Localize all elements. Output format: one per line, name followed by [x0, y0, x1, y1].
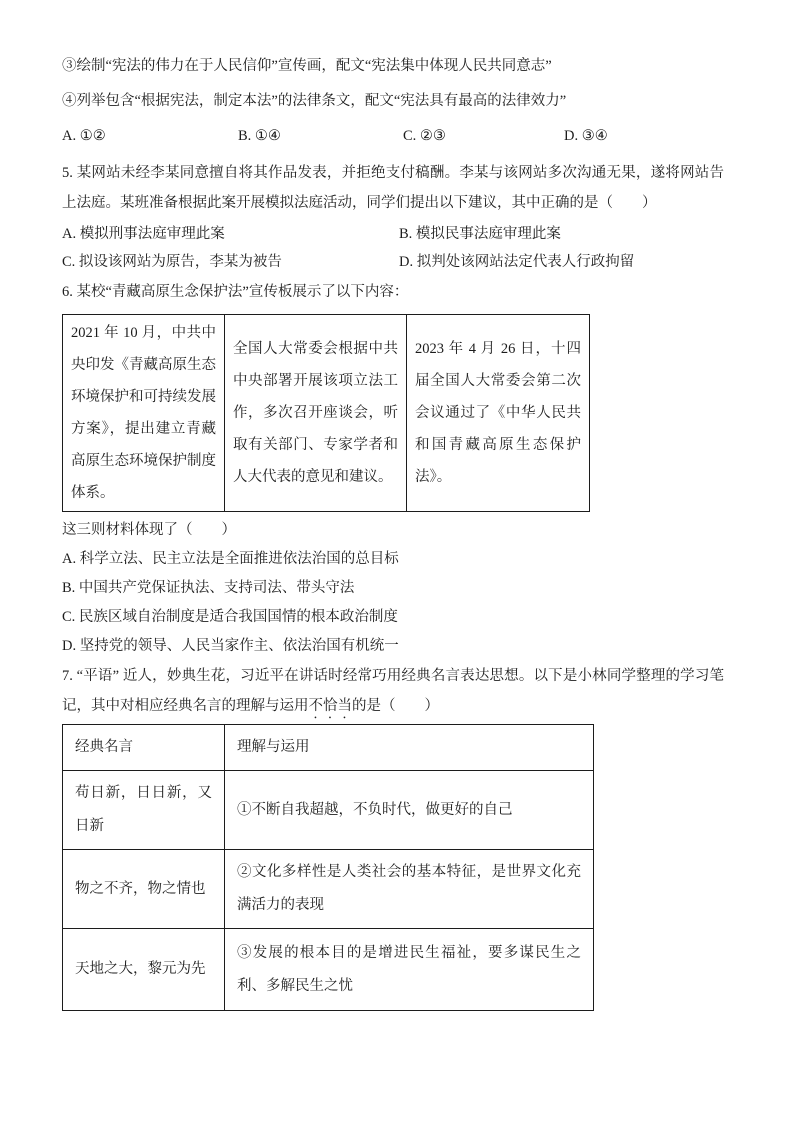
- q4-option-c: C. ②③: [403, 128, 446, 144]
- q7-stem-emphasis: 不恰当: [308, 698, 352, 714]
- q6-followup: 这三则材料体现了（ ）: [62, 522, 236, 538]
- q4-option-a: A. ①②: [62, 128, 106, 144]
- q7-row3-usage: ③发展的根本目的是增进民生福祉，要多谋民生之利、多解民生之忧: [225, 929, 594, 1011]
- q6-table-cell-3: 2023 年 4 月 26 日，十四届全国人大常委会第二次会议通过了《中华人民共和国青藏高原生态保护法》。: [407, 315, 590, 512]
- q5-options-row-2: [62, 248, 724, 276]
- q7-header-quote: 经典名言: [63, 725, 225, 771]
- q6-option-d: D. 坚持党的领导、人民当家作主、依法治国有机统一: [62, 638, 399, 654]
- q7-header-usage: 理解与运用: [225, 725, 594, 771]
- q6-option-c: C. 民族区域自治制度是适合我国国情的根本政治制度: [62, 609, 398, 625]
- q6-option-a: A. 科学立法、民主立法是全面推进依法治国的总目标: [62, 551, 399, 567]
- q7-stem: [62, 661, 724, 722]
- q7-table-row-3: [63, 929, 594, 1011]
- q7-table-header-row: [63, 725, 594, 771]
- q7-stem-text: 7. “平语” 近人，妙典生花，习近平在讲话时经常巧用经典名言表达思想。以下是小林同学整理的学习笔记，其中对相应经典名言的理解与运用: [62, 668, 724, 714]
- q7-table-row-2: [63, 850, 594, 929]
- q5-options-row-1: [62, 220, 724, 248]
- q5-option-c: C. 拟设该网站为原告，李某为被告: [62, 254, 282, 270]
- q6-table-row: [63, 315, 590, 512]
- q4-option-d: D. ③④: [564, 128, 608, 144]
- q7-row2-quote: 物之不齐，物之情也: [63, 850, 225, 929]
- q7-row1-quote: 苟日新，日日新，又日新: [63, 771, 225, 850]
- q5-stem: 5. 某网站未经李某同意擅自将其作品发表，并拒绝支付稿酬。李某与该网站多次沟通无果，遂将网站告上法庭。某班准备根据此案开展模拟法庭活动，同学们提出以下建议，其中正确的是（ ）: [62, 165, 724, 211]
- q4-options-row: [62, 121, 724, 151]
- q7-stem-tail: 的是（ ）: [352, 698, 439, 714]
- q6-table-cell-2: 全国人大常委会根据中共中央部署开展该项立法工作，多次召开座谈会，听取有关部门、专家学者和人大代表的意见和建议。: [225, 315, 407, 512]
- q7-row2-usage: ②文化多样性是人类社会的基本特征，是世界文化充满活力的表现: [225, 850, 594, 929]
- q7-table-row-1: [63, 771, 594, 850]
- q7-notes-table: [62, 724, 594, 1011]
- q6-display-board-table: [62, 314, 590, 512]
- q5-option-d: D. 拟判处该网站法定代表人行政拘留: [399, 254, 635, 270]
- q6-table-cell-1: 2021 年 10 月，中共中央印发《青藏高原生态环境保护和可持续发展方案》，提出建立青藏高原生态环境保护制度体系。: [63, 315, 225, 512]
- q4-option-b: B. ①④: [238, 128, 281, 144]
- q6-option-b: B. 中国共产党保证执法、支持司法、带头守法: [62, 580, 355, 596]
- q4-statement-4: ④列举包含“根据宪法，制定本法”的法律条文，配文“宪法具有最高的法律效力”: [62, 93, 567, 109]
- q4-statement-3: ③绘制“宪法的伟力在于人民信仰”宣传画，配文“宪法集中体现人民共同意志”: [62, 58, 552, 74]
- q7-row1-usage: ①不断自我超越，不负时代，做更好的自己: [225, 771, 594, 850]
- q5-option-a: A. 模拟刑事法庭审理此案: [62, 226, 225, 242]
- q6-stem: 6. 某校“青藏高原生念保护法”宣传板展示了以下内容：: [62, 284, 409, 300]
- q7-row3-quote: 天地之大，黎元为先: [63, 929, 225, 1011]
- q5-option-b: B. 模拟民事法庭审理此案: [399, 226, 561, 242]
